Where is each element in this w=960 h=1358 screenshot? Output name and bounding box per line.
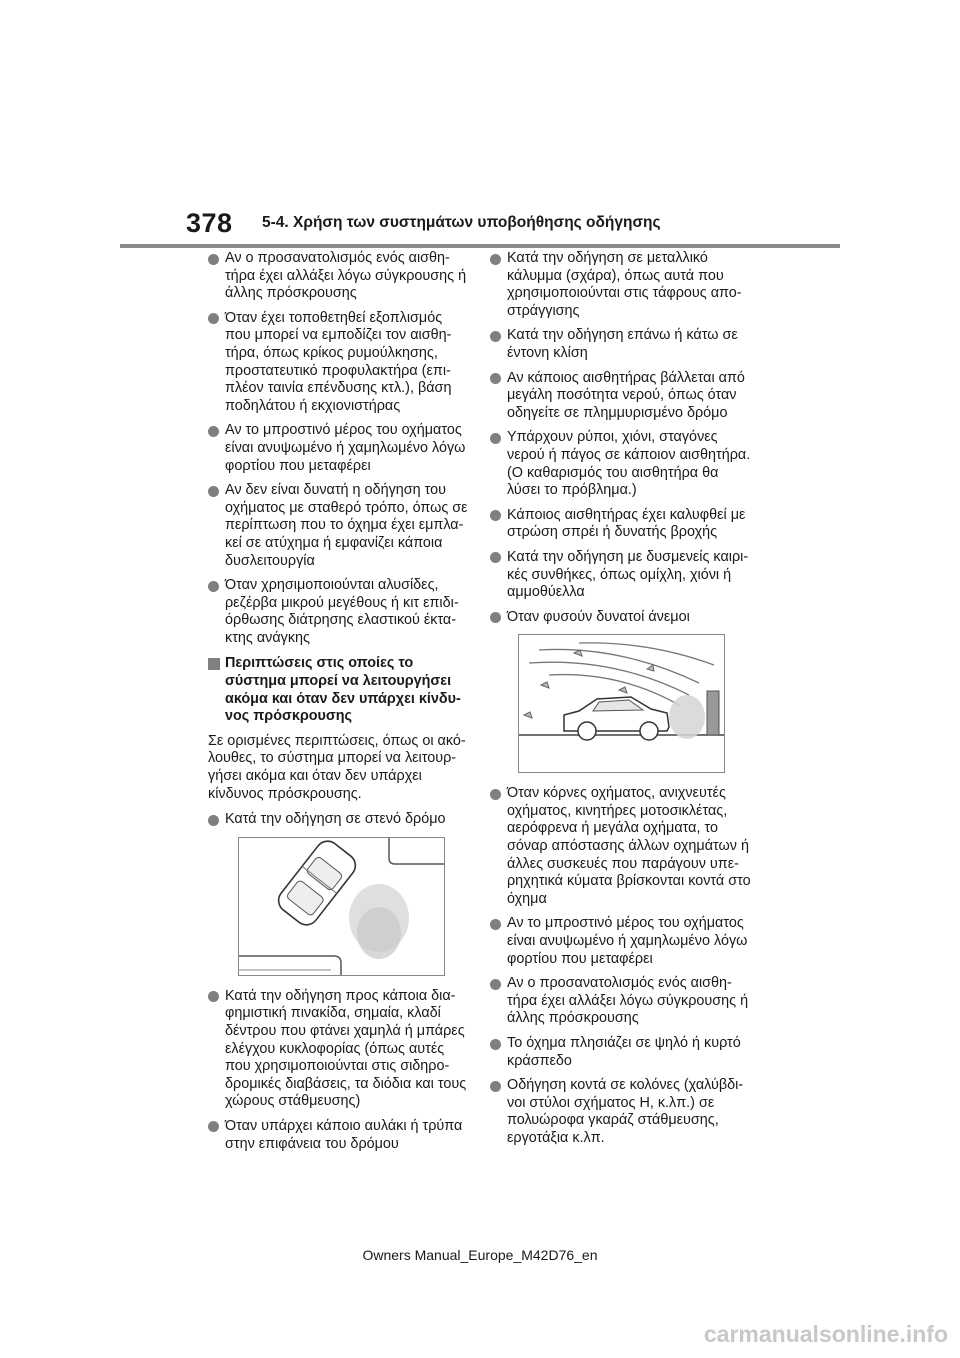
bullet-icon	[490, 552, 501, 563]
list-item: Κατά την οδήγηση σε στενό δρόμο	[208, 811, 470, 829]
left-column	[208, 250, 470, 1160]
list-item: Οδήγηση κοντά σε κολόνες (χαλύβδι-νοι στύλοι σχήματος H, κ.λπ.) σε πολυώροφα γκαράζ στάθμευσης, εργοτάξια κ.λπ.	[490, 1077, 752, 1147]
list-item: Κατά την οδήγηση με δυσμενείς καιρι-κές συνθήκες, όπως ομίχλη, χιόνι ή αμμοθύελλα	[490, 549, 752, 602]
header-rule	[120, 244, 840, 248]
section-title: 5-4. Χρήση των συστημάτων υποβοήθησης οδήγησης	[262, 214, 661, 231]
strong-wind-drawing	[519, 635, 724, 772]
subheading: Περιπτώσεις στις οποίες το σύστημα μπορεί να λειτουργήσει ακόμα και όταν δεν υπάρχει κίνδυ-νος πρόσκρουσης	[208, 655, 470, 725]
list-item: Αν ο προσανατολισμός ενός αισθη-τήρα έχει αλλάξει λόγω σύγκρουσης ή άλλης πρόσκρουσης	[490, 975, 752, 1028]
list-item: Όταν φυσούν δυνατοί άνεμοι	[490, 609, 752, 627]
car-topview	[274, 838, 360, 930]
bullet-icon	[490, 254, 501, 265]
bullet-icon	[208, 815, 219, 826]
list-item: Όταν έχει τοποθετηθεί εξοπλισμός που μπορεί να εμποδίζει τον αισθη-τήρα, όπως κρίκος ρυμούλκησης, προστατευτικό προφυλακτήρα (επι-πλέον ταινία επένδυσης κτλ.), βάση ποδηλάτου ή εκχιονιστήρας	[208, 310, 470, 416]
list-item: Αν δεν είναι δυνατή η οδήγηση του οχήματος με σταθερό τρόπο, όπως σε περίπτωση που το όχημα έχει εμπλα-κεί σε ατύχημα ή εμφανίζει κάποια δυσλειτουργία	[208, 482, 470, 570]
bullet-icon	[208, 486, 219, 497]
bullet-icon	[208, 254, 219, 265]
bullet-icon	[490, 1081, 501, 1092]
page-number: 378	[186, 208, 233, 238]
list-item: Αν ο προσανατολισμός ενός αισθη-τήρα έχει αλλάξει λόγω σύγκρουσης ή άλλης πρόσκρουσης	[208, 250, 470, 303]
bullet-icon	[208, 581, 219, 592]
bullet-icon	[208, 991, 219, 1002]
list-item: Κατά την οδήγηση σε μεταλλικό κάλυμμα (σχάρα), όπως αυτά που χρησιμοποιούνται στις τάφρους απο-στράγγισης	[490, 250, 752, 320]
bullet-icon	[490, 979, 501, 990]
list-item: Όταν χρησιμοποιούνται αλυσίδες, ρεζέρβα μικρού μεγέθους ή κιτ επιδι-όρθωσης διάτρησης ελαστικού έκτα-κτης ανάγκης	[208, 577, 470, 647]
bullet-icon	[490, 433, 501, 444]
list-item: Κατά την οδήγηση προς κάποια δια-φημιστική πινακίδα, σημαία, κλαδί δέντρου που φτάνει χαμηλά ή μπάρες ελέγχου κυκλοφορίας (όπως αυτές που χρησιμοποιούνται στις σιδηρο-δρομικές διαβάσεις, τα διόδια και τους χώρους στάθμευσης)	[208, 988, 470, 1111]
right-column	[490, 250, 752, 1155]
list-item: Αν το μπροστινό μέρος του οχήματος είναι ανυψωμένο ή χαμηλωμένο λόγω φορτίου που μεταφέρει	[490, 915, 752, 968]
watermark: carmanualsonline.info	[703, 1321, 948, 1347]
bullet-icon	[490, 612, 501, 623]
strong-wind-illustration	[518, 634, 725, 773]
list-item: Αν κάποιος αισθητήρας βάλλεται από μεγάλη ποσότητα νερού, όπως όταν οδηγείτε σε πλημμυρισμένο δρόμο	[490, 370, 752, 423]
bullet-icon	[490, 919, 501, 930]
footer-text: Owners Manual_Europe_M42D76_en	[362, 1247, 598, 1263]
square-bullet-icon	[208, 658, 220, 670]
narrow-road-drawing	[239, 838, 444, 975]
bullet-icon	[208, 426, 219, 437]
intro-paragraph: Σε ορισμένες περιπτώσεις, όπως οι ακό-λουθες, το σύστημα μπορεί να λειτουρ-γήσει ακόμα και όταν δεν υπάρχει κίνδυνος πρόσκρουσης.	[208, 732, 466, 802]
bullet-icon	[490, 1039, 501, 1050]
list-item: Κατά την οδήγηση επάνω ή κάτω σε έντονη κλίση	[490, 327, 752, 362]
car-sideview	[564, 697, 669, 740]
bullet-icon	[490, 510, 501, 521]
list-item: Υπάρχουν ρύποι, χιόνι, σταγόνες νερού ή πάγος σε κάποιον αισθητήρα. (Ο καθαρισμός του αισθητήρα θα λύσει το πρόβλημα.)	[490, 429, 752, 499]
list-item: Όταν υπάρχει κάποιο αυλάκι ή τρύπα στην επιφάνεια του δρόμου	[208, 1118, 470, 1153]
narrow-road-illustration	[238, 837, 445, 976]
bullet-icon	[490, 789, 501, 800]
bullet-icon	[208, 1121, 219, 1132]
list-item: Κάποιος αισθητήρας έχει καλυφθεί με στρώση σπρέι ή δυνατής βροχής	[490, 507, 752, 542]
bullet-icon	[208, 313, 219, 324]
bullet-icon	[490, 331, 501, 342]
list-item: Αν το μπροστινό μέρος του οχήματος είναι ανυψωμένο ή χαμηλωμένο λόγω φορτίου που μεταφέρει	[208, 422, 470, 475]
list-item: Το όχημα πλησιάζει σε ψηλό ή κυρτό κράσπεδο	[490, 1035, 752, 1070]
bullet-icon	[490, 373, 501, 384]
list-item: Όταν κόρνες οχήματος, ανιχνευτές οχήματος, κινητήρες μοτοσικλέτας, αερόφρενα ή μεγάλα οχήματα, το σόναρ απόστασης άλλων οχημάτων ή άλλες συσκευές που παράγουν υπε-ρηχητικά κύματα βρίσκονται κοντά στο όχημα	[490, 785, 752, 908]
